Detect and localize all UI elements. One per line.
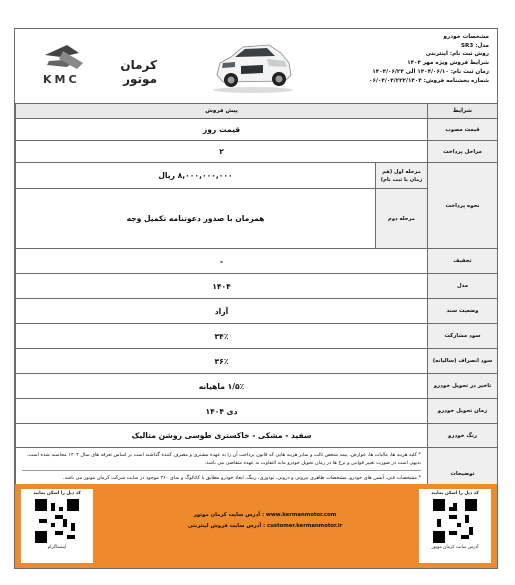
docs-value: آزاد bbox=[16, 299, 428, 324]
cancel-value: ۳۶٪ bbox=[16, 349, 428, 374]
site-link[interactable]: www.kermanmotor.com : آدرس سایت کرمان موتور bbox=[193, 512, 337, 518]
delivery-value: دی ۱۴۰۴ bbox=[16, 399, 428, 424]
table-row bbox=[16, 324, 498, 349]
kmc-logo bbox=[37, 41, 157, 91]
payment-label: نحوه پرداخت bbox=[428, 163, 498, 249]
notes-label: توضیحات bbox=[428, 448, 498, 502]
table-row bbox=[16, 274, 498, 299]
qr-caption: کد ذیل را اسکن نمایید bbox=[33, 491, 81, 496]
discount-label: تخفیف bbox=[428, 249, 498, 274]
cancel-label: سود انصراف (سالیانه) bbox=[428, 349, 498, 374]
model-value: ۱۴۰۴ bbox=[16, 274, 428, 299]
sale-info-block bbox=[339, 33, 489, 85]
header-label: شرایط bbox=[428, 104, 498, 119]
color-value: سفید - مشکی - خاکستری طوسی روشن متالیک bbox=[16, 424, 428, 448]
qr-left[interactable] bbox=[21, 489, 93, 563]
registration-time: زمان ثبت نام: ۱۴۰۴/۰۶/۱۰ الی ۱۴۰۴/۰۶/۲۴ bbox=[372, 68, 489, 75]
discount-value: - bbox=[16, 249, 428, 274]
price-sheet bbox=[14, 28, 498, 569]
color-label: رنگ خودرو bbox=[428, 424, 498, 448]
partnership-value: ۳۴٪ bbox=[16, 324, 428, 349]
table-row bbox=[16, 249, 498, 274]
price-value: قیمت روز bbox=[16, 119, 428, 141]
registration-method: روش ثبت نام: اینترنتی bbox=[425, 51, 489, 58]
customer-site-link[interactable]: customer.kermanmotor.ir : آدرس سایت فروش اینترنتی bbox=[187, 523, 343, 529]
model-line: مدل: SR3 bbox=[461, 42, 489, 49]
table-row bbox=[16, 349, 498, 374]
car-image bbox=[205, 33, 300, 95]
qr-caption: کد ذیل را اسکن نمایید bbox=[431, 491, 479, 496]
stages-label: مراحل پرداخت bbox=[428, 141, 498, 163]
footer-links bbox=[165, 510, 365, 532]
table-row bbox=[16, 374, 498, 399]
first-stage-label: مرحله اول (هم زمان با ثبت نام) bbox=[376, 163, 428, 189]
delivery-label: زمان تحویل خودرو bbox=[428, 399, 498, 424]
price-label: قیمت مصوب bbox=[428, 119, 498, 141]
table-row bbox=[16, 424, 498, 448]
header-value: پیش فروش bbox=[16, 104, 428, 119]
delay-value: ۱/۵٪ ماهیانه bbox=[16, 374, 428, 399]
sheet-header bbox=[15, 29, 497, 104]
spec-title: مشخصات خودرو bbox=[443, 34, 489, 40]
sale-terms: شرایط فروش ویژه مهر ۱۴۰۴ bbox=[407, 60, 489, 67]
brand-name: کرمان موتور bbox=[120, 58, 157, 86]
partnership-label: سود مشارکت bbox=[428, 324, 498, 349]
note-item: * مشخصات فنی، آپشن های خودرو، مشخصات ظاهری بیرونی و درونی، تودوزی، رینگ، ابعاد خودرو مطابق با کاتالوگ و نمای ۳۶۰ موجود در سایت شرکت کرمان موتور می باشد. bbox=[22, 471, 421, 486]
footer-banner bbox=[15, 484, 497, 568]
table-header-row bbox=[16, 104, 498, 119]
qr-right-label: آدرس سایت کرمان موتور bbox=[431, 545, 479, 550]
conditions-table bbox=[15, 103, 498, 502]
table-row bbox=[16, 189, 498, 249]
table-row bbox=[16, 299, 498, 324]
model-label: مدل bbox=[428, 274, 498, 299]
qr-right[interactable] bbox=[419, 489, 491, 563]
circular-number: شماره بخشنامه فروش: ۰۶/۰۴/۰۴/۲۳۳/۱۴۰۴ bbox=[369, 77, 489, 84]
table-row bbox=[16, 399, 498, 424]
note-item: * کلیه هزینه ها، مالیات ها، عوارض، بیمه شخص ثالث و سایر هزینه هایی که قانون پرداخت آن را به عهده مشتری و مصرف کننده گذاشته است بر اساس تعرفه های سال ۱۴۰۴ محاسبه شده است، بدیهی است در صورت تغییر قوانین و نرخ ها در زمان تحویل خودرو مابه التفاوت به عهده متقاضی می باشد. bbox=[22, 448, 421, 471]
docs-label: وضعیت سند bbox=[428, 299, 498, 324]
qr-code-icon bbox=[35, 499, 79, 543]
stages-value: ۲ bbox=[16, 141, 428, 163]
svg-text:KMC: KMC bbox=[43, 73, 80, 86]
table-row bbox=[16, 119, 498, 141]
second-stage-value: همزمان با صدور دعوتنامه تکمیل وجه bbox=[16, 189, 376, 249]
delay-label: تاخیر در تحویل خودرو bbox=[428, 374, 498, 399]
table-row bbox=[16, 163, 498, 189]
qr-code-icon bbox=[433, 499, 477, 543]
first-stage-value: ۸,۰۰۰,۰۰۰,۰۰۰ ریال bbox=[16, 163, 376, 189]
second-stage-label: مرحله دوم bbox=[376, 189, 428, 249]
qr-left-label: اینستاگرام bbox=[47, 545, 67, 550]
table-row bbox=[16, 141, 498, 163]
